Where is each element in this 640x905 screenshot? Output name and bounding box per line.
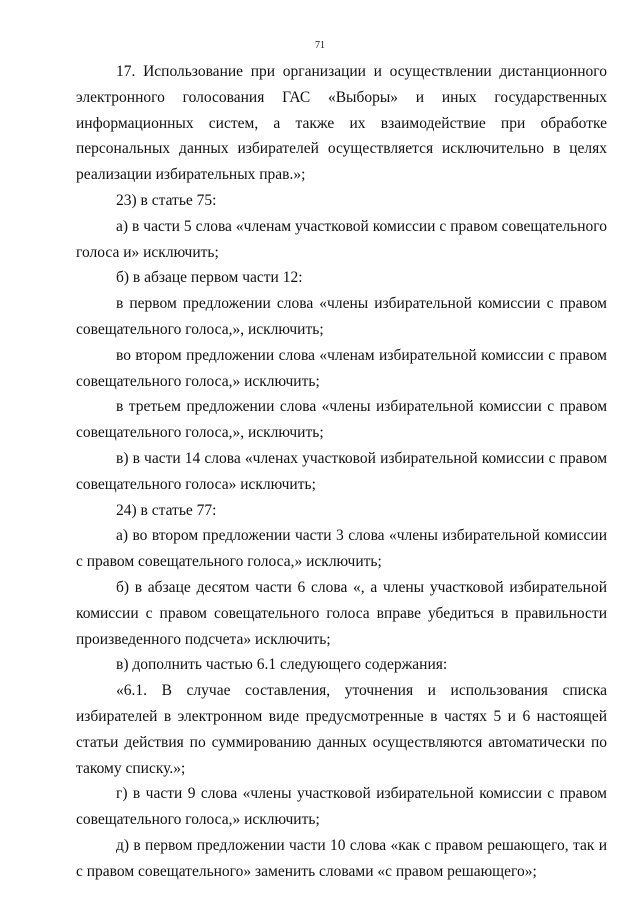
paragraph-77-a: а) во втором предложении части 3 слова «члены избирательной комиссии с правом совещательного голоса,» исключить;: [76, 527, 607, 571]
paragraph-75-a: а) в части 5 слова «членам участковой комиссии с правом совещательного голоса и» исключить;: [76, 217, 607, 261]
paragraph-77-b: б) в абзаце десятом части 6 слова «, а члены участковой избирательной комиссии с правом совещательного голоса вправе убедиться в правильности произведенного подсчета» исключить;: [76, 578, 607, 648]
paragraph-75-b-third-sentence: в третьем предложении слова «члены избирательной комиссии с правом совещательного голоса,», исключить;: [76, 398, 607, 442]
paragraph-75-b-first-sentence: в первом предложении слова «члены избирательной комиссии с правом совещательного голоса,», исключить;: [76, 295, 607, 338]
paragraph-item-17: 17. Использование при организации и осуществлении дистанционного электронного голосования ГАС «Выборы» и иных государственных информационных систем, а также их взаимодействие при обработке персональных данных избирателей осуществляется исключительно в целях реализации избирательных прав.»;: [76, 63, 607, 184]
paragraph-77-v: в) дополнить частью 6.1 следующего содержания:: [116, 656, 448, 674]
paragraph-77-d: д) в первом предложении части 10 слова «как с правом решающего, так и с правом совещательного» заменить словами «с правом решающего»;: [76, 836, 607, 880]
page-number: 71: [315, 40, 325, 51]
paragraph-article-77-heading: 24) в статье 77:: [116, 501, 217, 519]
paragraph-75-v: в) в части 14 слова «членах участковой избирательной комиссии с правом совещательного голоса» исключить;: [76, 449, 607, 493]
paragraph-75-b-second-sentence: во втором предложении слова «членам избирательной комиссии с правом совещательного голоса,» исключить;: [76, 346, 607, 390]
paragraph-75-b: б) в абзаце первом части 12:: [116, 269, 303, 287]
paragraph-article-75-heading: 23) в статье 75:: [116, 191, 217, 209]
paragraph-77-g: г) в части 9 слова «члены участковой избирательной комиссии с правом совещательного голоса,» исключить;: [76, 785, 607, 829]
paragraph-77-part-6-1: «6.1. В случае составления, уточнения и использования списка избирателей в электронном виде предусмотренные в частях 5 и 6 настоящей статьи действия по суммированию данных осуществляются автоматически по такому списку.»;: [76, 682, 607, 777]
document-body: [76, 59, 607, 885]
